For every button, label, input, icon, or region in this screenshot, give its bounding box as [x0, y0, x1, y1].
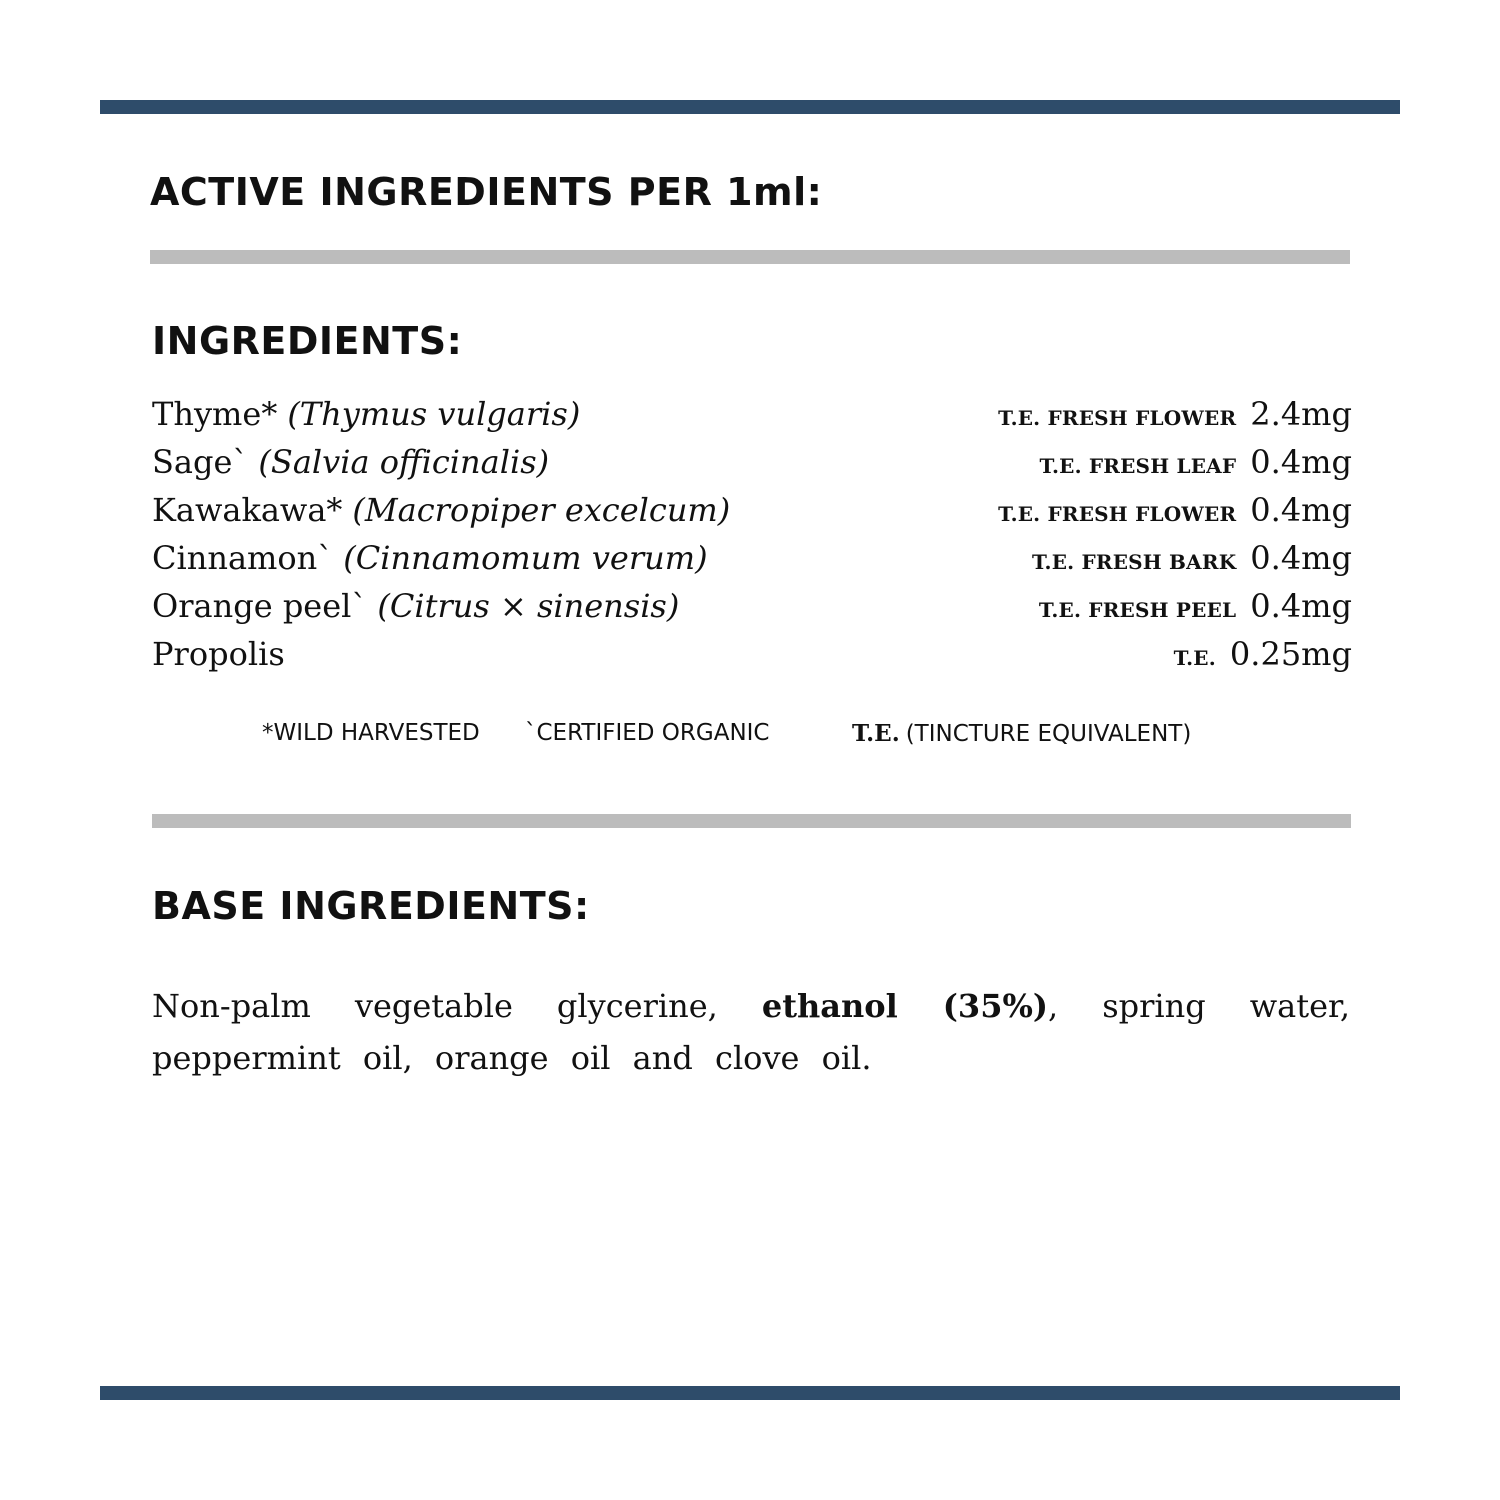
ingredient-row — [152, 491, 1352, 539]
ingredient-name: Kawakawa* — [152, 491, 343, 529]
ingredient-latin-name: (Salvia officinalis) — [258, 443, 550, 481]
base-text-part1: Non-palm vegetable glycerine, — [152, 987, 762, 1025]
ingredient-measure — [1174, 635, 1352, 673]
footnote-certified-organic: `CERTIFIED ORGANIC — [525, 720, 770, 746]
bottom-border-bar — [100, 1386, 1400, 1400]
ingredient-part: T.E. FRESH LEAF — [1039, 454, 1237, 478]
ingredient-row — [152, 395, 1352, 443]
ingredient-latin-name: (Citrus × sinensis) — [377, 587, 680, 625]
ingredients-list — [152, 395, 1352, 683]
footnote-wild-harvested: *WILD HARVESTED — [262, 720, 480, 746]
ingredient-amount: 0.4mg — [1250, 491, 1352, 529]
ingredient-part: T.E. — [1173, 646, 1216, 670]
ingredients-title: INGREDIENTS: — [152, 319, 463, 363]
ingredient-latin-name: (Thymus vulgaris) — [287, 395, 581, 433]
ingredient-row — [152, 635, 1352, 683]
base-ingredients-text — [152, 980, 1350, 1084]
ingredient-amount: 0.4mg — [1250, 443, 1352, 481]
ingredient-amount: 0.25mg — [1229, 635, 1352, 673]
base-text-ethanol: ethanol (35%) — [761, 987, 1049, 1025]
footnote-te-abbreviation: T.E. — [852, 720, 900, 747]
footnote-te-text: (TINCTURE EQUIVALENT) — [905, 721, 1192, 747]
ingredient-label — [152, 539, 708, 577]
ingredient-part: T.E. FRESH BARK — [1032, 550, 1237, 574]
ingredient-amount: 0.4mg — [1250, 587, 1352, 625]
ingredient-name: Cinnamon` — [152, 539, 334, 577]
ingredient-row — [152, 443, 1352, 491]
ingredient-row — [152, 539, 1352, 587]
ingredient-label — [152, 395, 580, 433]
ingredient-name: Propolis — [152, 635, 285, 673]
active-ingredients-title: ACTIVE INGREDIENTS PER 1ml: — [150, 170, 823, 214]
ingredient-name: Sage` — [152, 443, 249, 481]
ingredient-label — [152, 491, 730, 529]
section-divider — [150, 250, 1350, 264]
ingredient-measure — [1039, 587, 1352, 625]
base-text-part2: , spring water, peppermint oil, orange oil and clove oil. — [152, 987, 1351, 1077]
ingredient-latin-name: (Macropiper excelcum) — [352, 491, 731, 529]
ingredient-measure — [998, 491, 1352, 529]
base-ingredients-title: BASE INGREDIENTS: — [152, 884, 590, 928]
ingredient-label — [152, 443, 549, 481]
ingredient-latin-name: (Cinnamomum verum) — [343, 539, 708, 577]
ingredient-part: T.E. FRESH PEEL — [1038, 598, 1237, 622]
ingredient-amount: 2.4mg — [1250, 395, 1352, 433]
ingredient-label — [152, 635, 285, 673]
ingredient-row — [152, 587, 1352, 635]
footnotes — [0, 720, 1500, 750]
ingredient-measure — [998, 395, 1352, 433]
top-border-bar — [100, 100, 1400, 114]
ingredient-part: T.E. FRESH FLOWER — [998, 406, 1237, 430]
ingredient-name: Orange peel` — [152, 587, 368, 625]
ingredient-measure — [1039, 443, 1352, 481]
ingredient-measure — [1032, 539, 1352, 577]
footnote-tincture-equivalent — [852, 720, 1191, 747]
ingredient-name: Thyme* — [152, 395, 278, 433]
section-divider — [152, 814, 1351, 828]
ingredient-amount: 0.4mg — [1250, 539, 1352, 577]
ingredient-label — [152, 587, 679, 625]
ingredient-part: T.E. FRESH FLOWER — [998, 502, 1237, 526]
